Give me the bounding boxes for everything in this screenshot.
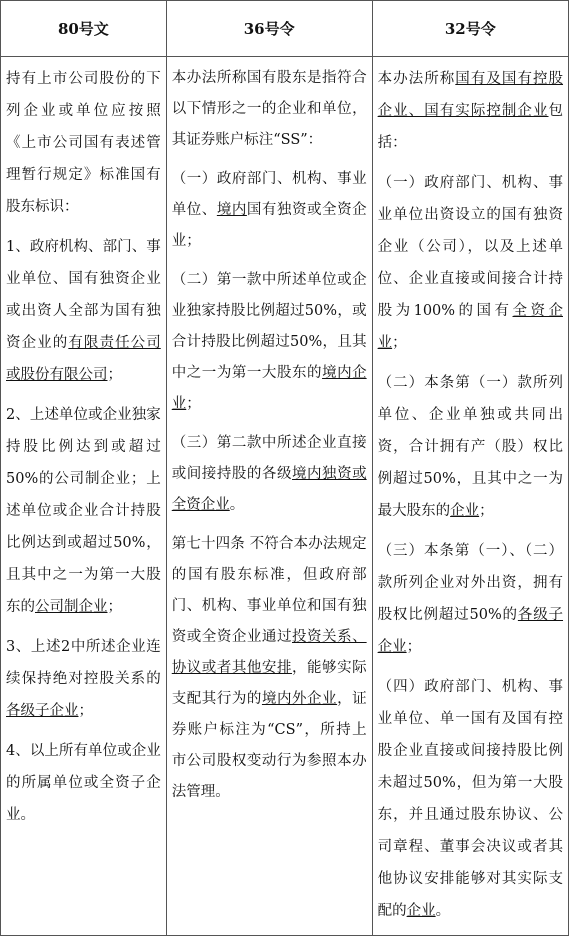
- underlined-text: 有限责任公司或股份有限公司: [6, 335, 161, 383]
- header-36-order: 36号令: [166, 1, 372, 57]
- underlined-text: 国有及国有控股企业、国有实际控制企业: [377, 71, 564, 119]
- underlined-text: 各级子企业: [6, 703, 79, 719]
- text-segment: （一）政府部门、机构、事业单位出资设立的国有独资企业（公司），以及上述单位、企业直接或间接合计持股为100%的国有: [377, 175, 563, 319]
- text-segment: （三）第二款中所述企业直接或间接持股的各级: [171, 435, 367, 482]
- underlined-text: 境内: [216, 202, 247, 218]
- underlined-text: 全资企业: [377, 303, 563, 351]
- text-segment: （四）政府部门、机构、事业单位、单一国有及国有控股企业直接或间接持股比例未超过50%，但为第一大股东，并且通过股东协议、公司章程、董事会决议或者其他协议安排能够对其实际支配的: [377, 679, 563, 919]
- paragraph: [6, 735, 161, 831]
- text-segment: 第七十四条 不符合本办法规定的国有股东标准，但政府部门、机构、事业单位和国有独资或全资企业通过: [171, 536, 367, 645]
- text-segment: （二）本条第（一）款所列单位、企业单独或共同出资，合计拥有产（股）权比例超过50%，且其中之一为最大股东的: [377, 375, 563, 519]
- text-segment: 持有上市公司股份的下列企业或单位应按照《上市公司国有表述管理暂行规定》标准国有股东标识：: [6, 71, 161, 215]
- text-segment: 1、政府机构、部门、事业单位、国有独资企业或出资人全部为国有独资企业的: [6, 239, 161, 351]
- underlined-text: 企业: [406, 903, 436, 919]
- text-segment: （一）政府部门、机构、事业单位、: [171, 171, 367, 218]
- header-row: [1, 1, 569, 57]
- column-36-order: [166, 57, 372, 936]
- text-segment: 包括：: [377, 103, 563, 151]
- underlined-text: 公司制企业: [35, 599, 108, 615]
- text-segment: 国有独资或全资企业；: [171, 202, 367, 249]
- underlined-text: 投资关系、协议或者其他安排: [171, 629, 367, 676]
- paragraph: [172, 63, 367, 156]
- paragraph: [172, 164, 367, 257]
- paragraph: [172, 428, 367, 521]
- paragraph: [378, 535, 563, 663]
- text-segment: ；: [392, 335, 407, 351]
- text-segment: （三）本条第（一）、（二）款所列企业对外出资，拥有股权比例超过50%的: [377, 543, 563, 623]
- text-segment: ；: [78, 703, 93, 719]
- text-segment: 3、上述2中所述企业连续保持绝对控股关系的: [6, 639, 161, 687]
- content-row: [1, 57, 569, 936]
- header-32-order: 32号令: [372, 1, 568, 57]
- text-segment: ；: [107, 367, 122, 383]
- text-segment: ；: [479, 503, 494, 519]
- column-32-order: [372, 57, 568, 936]
- paragraph: [6, 399, 161, 623]
- paragraph: [6, 231, 161, 391]
- paragraph: [6, 63, 161, 223]
- text-segment: ，证券账户标注为“CS”，所持上市公司股权变动行为参照本办法管理。: [171, 691, 367, 800]
- text-segment: ；: [107, 599, 122, 615]
- underlined-text: 境内独资或全资企业: [171, 466, 367, 513]
- text-segment: 。: [229, 497, 245, 513]
- column-80-doc: [1, 57, 167, 936]
- text-segment: 2、上述单位或企业独家持股比例达到或超过50%的公司制企业；上述单位或企业合计持股比例达到或超过50%，且其中之一为第一大股东的: [6, 407, 161, 615]
- text-segment: ，能够实际支配其行为的: [171, 660, 367, 707]
- paragraph: [378, 167, 563, 359]
- paragraph: [378, 63, 563, 159]
- underlined-text: 企业: [450, 503, 480, 519]
- text-segment: （二）第一款中所述单位或企业独家持股比例超过50%，或合计持股比例超过50%，且其中之一为第一大股东的: [171, 272, 367, 381]
- underlined-text: 各级子企业: [377, 607, 564, 655]
- paragraph: [172, 529, 367, 808]
- paragraph: [378, 671, 563, 927]
- text-segment: ；: [406, 639, 422, 655]
- paragraph: [378, 367, 563, 527]
- text-segment: ；: [186, 396, 201, 412]
- text-segment: 本办法所称: [377, 71, 456, 87]
- text-segment: 4、以上所有单位或企业的所属单位或全资子企业。: [6, 743, 161, 823]
- underlined-text: 境内企业: [171, 365, 367, 412]
- header-80-doc: 80号文: [1, 1, 167, 57]
- text-segment: 本办法所称国有股东是指符合以下情形之一的企业和单位，其证券账户标注“SS”：: [171, 70, 367, 148]
- underlined-text: 境内外企业: [261, 691, 338, 707]
- paragraph: [6, 631, 161, 727]
- paragraph: [172, 265, 367, 420]
- text-segment: 。: [435, 903, 451, 919]
